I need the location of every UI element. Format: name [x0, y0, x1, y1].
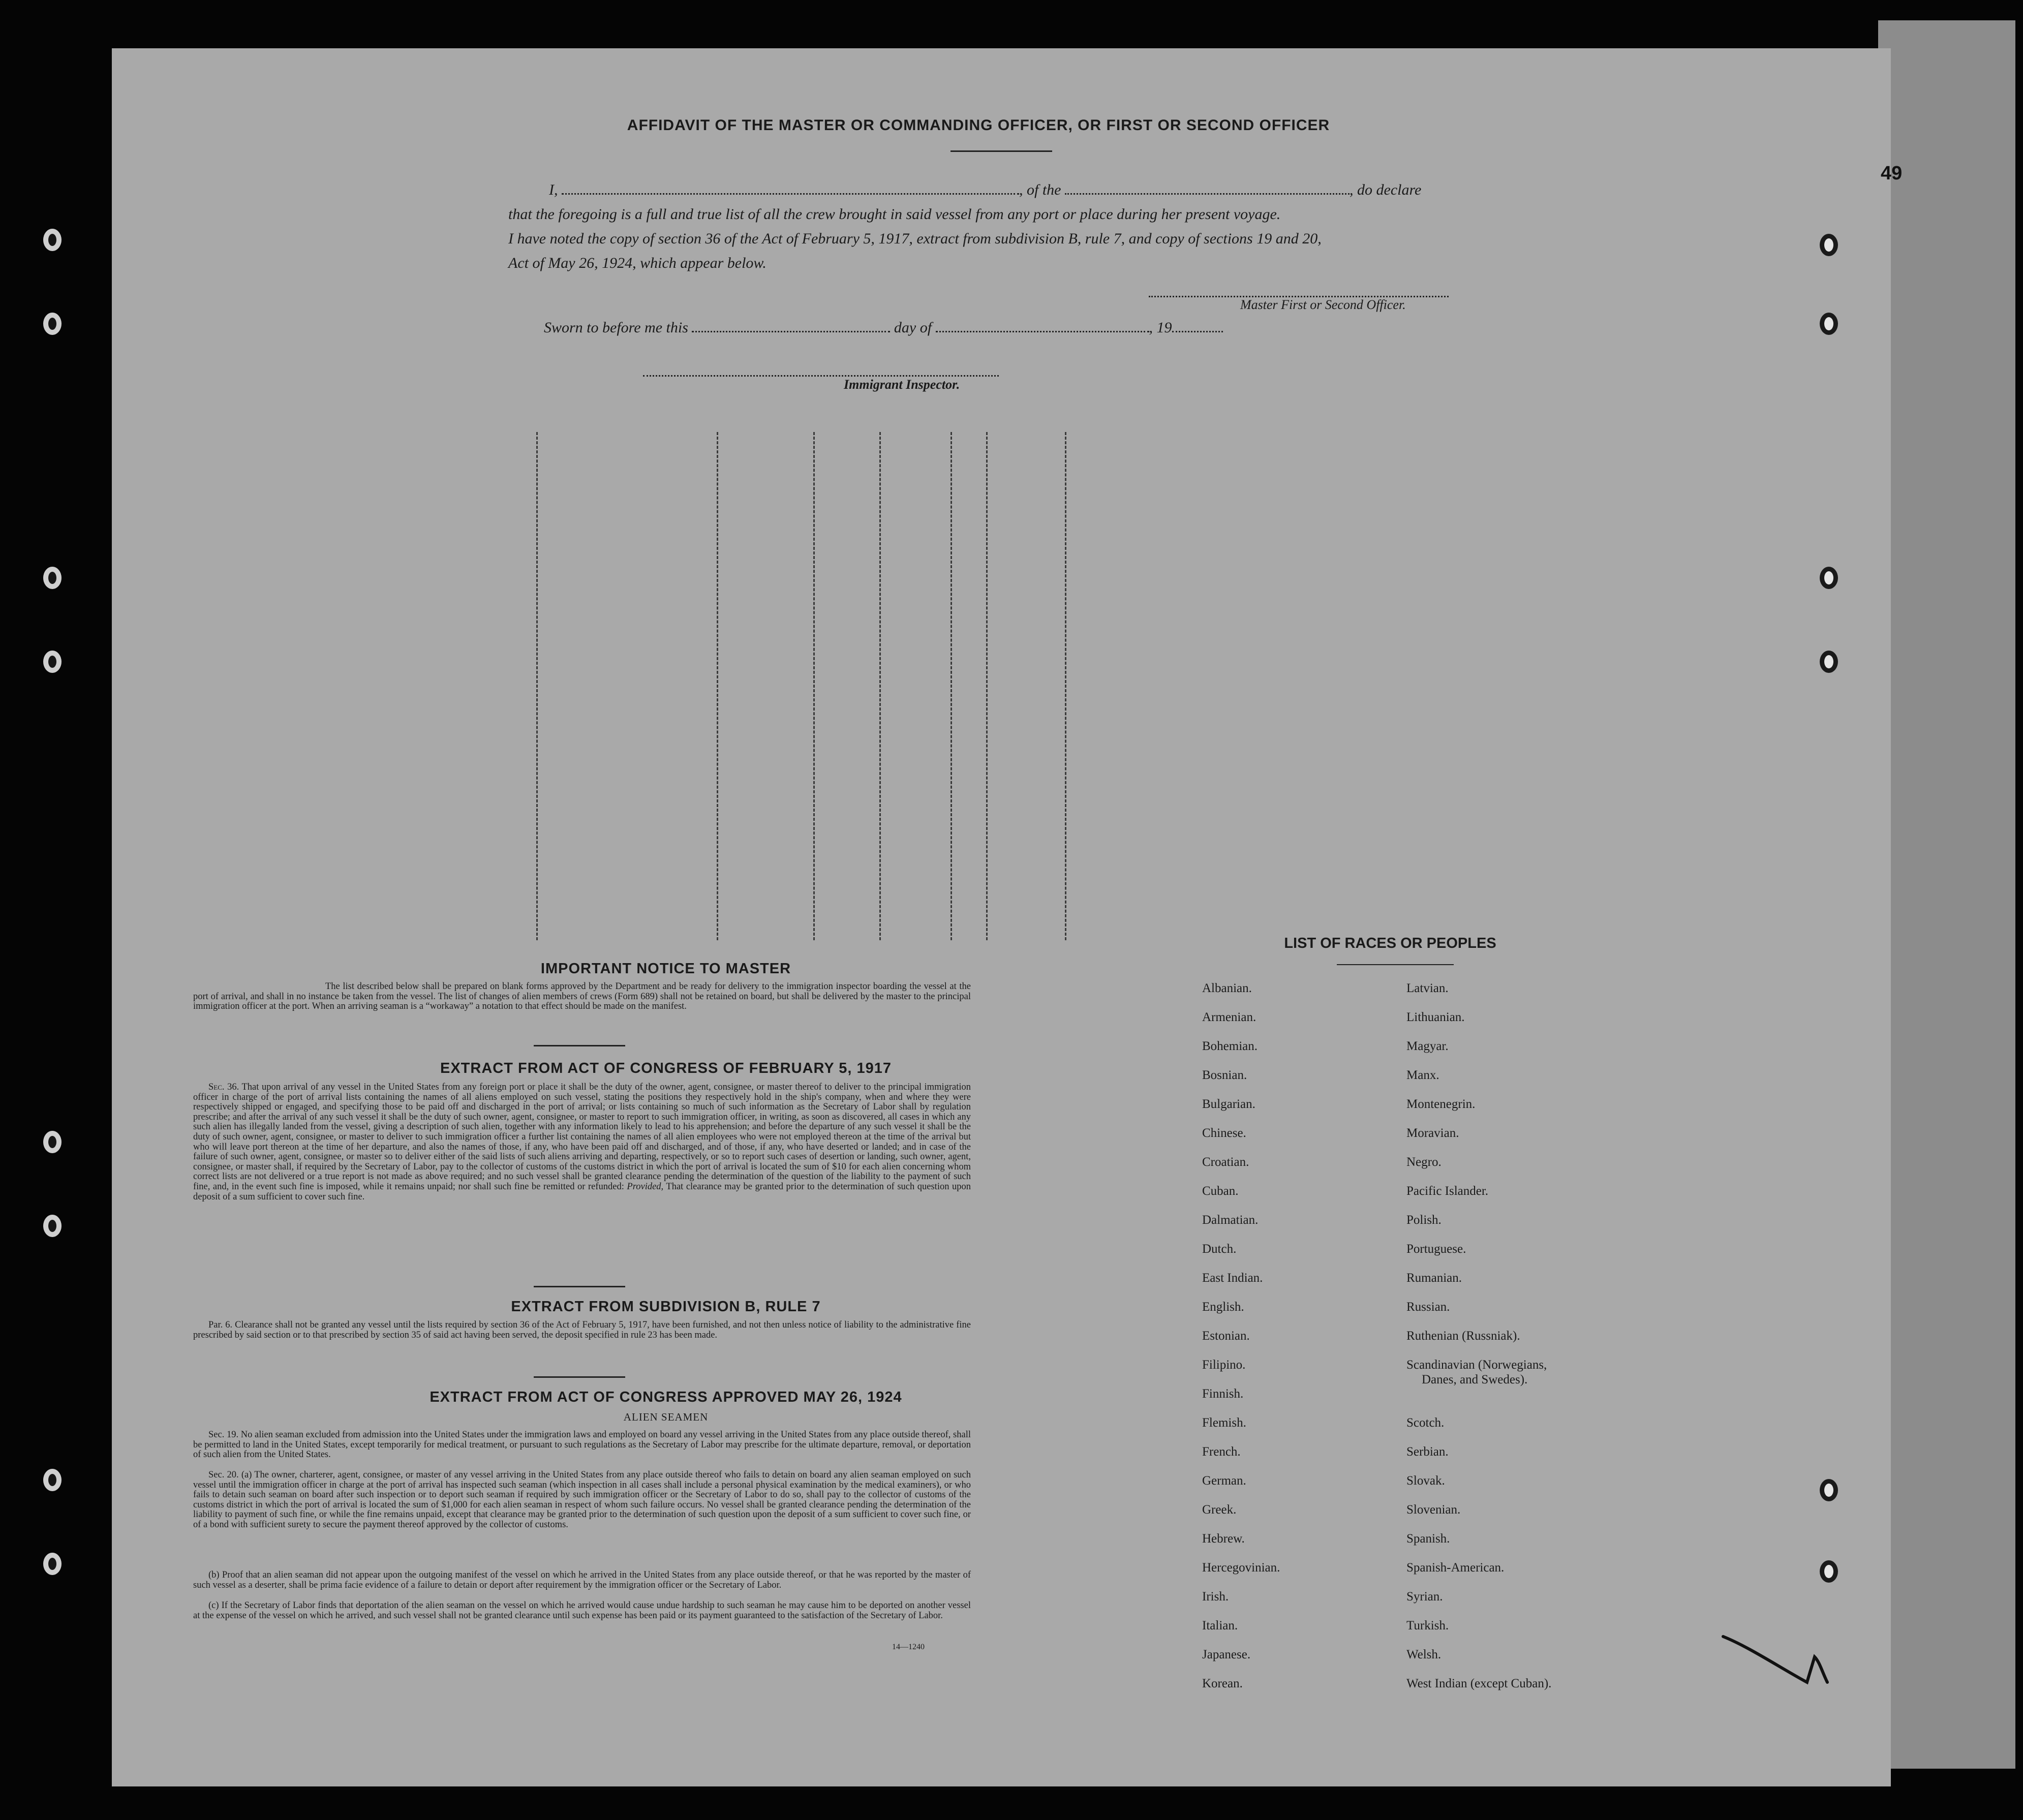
- race-item: Bulgarian.: [1202, 1097, 1255, 1111]
- race-item: Spanish-American.: [1406, 1561, 1505, 1575]
- column-line: [951, 432, 952, 940]
- binder-hole: [1820, 1479, 1838, 1501]
- race-item: Scotch.: [1406, 1416, 1445, 1430]
- race-item: Greek.: [1202, 1503, 1237, 1517]
- vessel-name-field[interactable]: [1065, 193, 1350, 195]
- sworn-label: Sworn to before me this: [544, 319, 688, 336]
- race-item: French.: [1202, 1445, 1241, 1459]
- race-item: Slovenian.: [1406, 1503, 1461, 1517]
- race-item: Russian.: [1406, 1300, 1450, 1314]
- rule-7-title: EXTRACT FROM SUBDIVISION B, RULE 7: [511, 1299, 821, 1315]
- divider: [534, 1376, 625, 1378]
- race-item: Manx.: [1406, 1068, 1439, 1082]
- race-item: Flemish.: [1202, 1416, 1246, 1430]
- divider: [951, 150, 1052, 152]
- race-item: Hebrew.: [1202, 1532, 1245, 1546]
- master-signature-label: Master First or Second Officer.: [1240, 297, 1406, 312]
- declaration-line-2: that the foregoing is a full and true list of all the crew brought in said vessel from any port or place during her present voyage.: [508, 206, 1281, 223]
- race-item: Estonian.: [1202, 1329, 1250, 1343]
- page-number: 49: [1881, 163, 1903, 184]
- binder-hole: [43, 1215, 62, 1237]
- column-line: [986, 432, 988, 940]
- race-item: Danes, and Swedes).: [1422, 1373, 1528, 1386]
- binder-hole: [43, 229, 62, 251]
- race-item: Ruthenian (Russniak).: [1406, 1329, 1520, 1343]
- act-1924-sec-20a: Sec. 20. (a) The owner, charterer, agent, consignee, or master of any vessel arriving in the United States from any place outside thereof who fails to detain on board any alien seaman employed on such vessel until the immigration officer in charge at the port of arrival has inspected such seaman (which inspection in all cases shall include a personal physical examination by the medical examiners), or who fails to detain such seaman on board after such inspection or to deport such seaman if required by such immigration officer or the Secretary of Labor to do so, shall pay to the collector of customs of the customs district in which the port of arrival is located the sum of $1,000 for each alien seaman in respect of whom such failure occurs. No vessel shall be granted clearance pending the determination of the liability to payment of such fine, or while the fine remains unpaid, except that clearance may be granted prior to the determination of such question upon the deposit of a sum sufficient to cover such fine, or of a bond with sufficient surety to secure the payment thereof approved by the collector of customs.: [193, 1470, 971, 1530]
- race-item: Rumanian.: [1406, 1271, 1462, 1285]
- races-column-1: [1202, 981, 1280, 1705]
- inspector-signature-line[interactable]: [643, 375, 999, 377]
- underlying-sheet: [1878, 20, 2015, 1769]
- binder-hole: [43, 1469, 62, 1491]
- race-item: Dalmatian.: [1202, 1213, 1259, 1227]
- day-of-label: day of: [894, 319, 932, 336]
- race-item: Serbian.: [1406, 1445, 1449, 1459]
- binder-hole: [43, 313, 62, 335]
- race-item: Magyar.: [1406, 1039, 1449, 1053]
- divider: [534, 1045, 625, 1046]
- notice-body: The list described below shall be prepared on blank forms approved by the Department and be ready for delivery to the immigration inspector boarding the vessel at the port of arrival, and shall in no instance be taken from the vessel. The list of changes of alien members of crews (Form 689) shall not be retained on board, but shall be delivered by the master to the principal immigration officer at the port. When an arriving seaman is a “workaway” a notation to that effect should be made on the manifest.: [193, 981, 971, 1012]
- act-1917-text-end: That clearance may be granted prior to the determination of such question upon deposit of a sum sufficient to cover such fine.: [193, 1181, 971, 1202]
- column-line: [536, 432, 538, 940]
- act-1917-section: Sec. 36.: [208, 1082, 239, 1092]
- binder-hole: [43, 1553, 62, 1575]
- races-column-2: [1406, 981, 1551, 1705]
- race-item: Lithuanian.: [1406, 1010, 1465, 1024]
- alien-seamen-subtitle: ALIEN SEAMEN: [623, 1411, 709, 1423]
- act-1917-title: EXTRACT FROM ACT OF CONGRESS OF FEBRUARY 5, 1917: [440, 1060, 892, 1076]
- race-item: Syrian.: [1406, 1590, 1443, 1603]
- column-line: [879, 432, 881, 940]
- race-item: Albanian.: [1202, 981, 1252, 995]
- act-1917-text: That upon arrival of any vessel in the United States from any foreign port or place it shall be the duty of the owner, agent, consignee, or master thereof to deliver to the principal immigration officer in charge of the port of arrival lists containing the names of all aliens employed on such vessel, stating the positions they respectively hold in the ship's company, when and where they were respectively shipped or engaged, and specifying those to be paid off and discharged in the port of arrival; or lists containing so much of such information as the Secretary of Labor shall by regulation prescribe; and after the arrival of any such vessel it shall be the duty of such owner, agent, consignee, or master to report to such immigration officer, in writing, as soon as discovered, all cases in which any such alien has illegally landed from the vessel, giving a description of such alien, together with any information likely to lead to his apprehension; and before the departure of any such vessel it shall be the duty of such owner, agent, consignee, or master to deliver to such immigration officer a further list containing the names of all alien employees who were not employed thereon at the time of the arrival but who will leave port thereon at the time of her departure, and also the names of those, if any, who have been paid off and discharged, and of those, if any, who have deserted or landed; and in case of the failure of such owner, agent, consignee, or master so to deliver either of the said lists of such aliens arriving and departing, respectively, or so to report such cases of desertion or landing, such owner, agent, consignee, or master shall, if required by the Secretary of Labor, pay to the collector of customs of the customs district in which the port of arrival is located the sum of $10 for each alien concerning whom correct lists are not delivered or a true report is not made as above required; and no such vessel shall be granted clearance pending the determination of the question of the liability to the payment of such fine, and, in the event such fine is imposed, while it remains unpaid; nor shall such fine be remitted or refunded:: [193, 1082, 971, 1192]
- year-label: , 19: [1149, 319, 1172, 336]
- race-item: Latvian.: [1406, 981, 1449, 995]
- inspector-signature-label: Immigrant Inspector.: [844, 377, 960, 392]
- declaration: [508, 178, 1499, 275]
- race-item: Turkish.: [1406, 1619, 1449, 1632]
- rule-7-body: Par. 6. Clearance shall not be granted any vessel until the lists required by section 36 of the Act of February 5, 1917, have been furnished, and not then unless notice of liability to the administrative fine prescribed by said section or to that prescribed by section 35 of said act having been served, the deposit specified in rule 23 has been made.: [193, 1320, 971, 1340]
- column-line: [1065, 432, 1066, 940]
- race-item: Hercegovinian.: [1202, 1561, 1280, 1575]
- divider: [1337, 964, 1454, 965]
- sworn-line: [544, 319, 1223, 336]
- race-item: Chinese.: [1202, 1126, 1246, 1140]
- act-1917-body: [193, 1083, 971, 1202]
- race-item: Negro.: [1406, 1155, 1442, 1169]
- act-1924-title: EXTRACT FROM ACT OF CONGRESS APPROVED MAY 26, 1924: [430, 1389, 902, 1405]
- binder-hole: [43, 567, 62, 589]
- declarant-prefix: I,: [549, 181, 558, 198]
- act-1917-provided: Provided,: [627, 1181, 664, 1192]
- declaration-line-4: Act of May 26, 1924, which appear below.: [508, 255, 767, 271]
- race-item: Bohemian.: [1202, 1039, 1258, 1053]
- pen-mark: [1718, 1626, 1840, 1692]
- race-item: Polish.: [1406, 1213, 1442, 1227]
- binder-hole: [43, 1131, 62, 1153]
- affidavit-title: AFFIDAVIT OF THE MASTER OR COMMANDING OFFICER, OR FIRST OR SECOND OFFICER: [627, 117, 1330, 134]
- race-item: Bosnian.: [1202, 1068, 1247, 1082]
- race-item: Moravian.: [1406, 1126, 1459, 1140]
- race-item: Dutch.: [1202, 1242, 1237, 1256]
- race-item: Spanish.: [1406, 1532, 1450, 1546]
- sworn-month-field[interactable]: [936, 331, 1149, 332]
- declarant-name-field[interactable]: [562, 193, 1019, 195]
- race-item: Scandinavian (Norwegians,: [1406, 1358, 1547, 1372]
- binder-hole: [1820, 234, 1838, 256]
- binder-hole: [1820, 651, 1838, 673]
- race-item: German.: [1202, 1474, 1246, 1488]
- binder-hole: [43, 651, 62, 673]
- race-item: Finnish.: [1202, 1387, 1244, 1401]
- race-item: East Indian.: [1202, 1271, 1263, 1285]
- race-item: Welsh.: [1406, 1648, 1442, 1661]
- race-item: Pacific Islander.: [1406, 1184, 1489, 1198]
- race-item: Filipino.: [1202, 1358, 1246, 1372]
- divider: [534, 1286, 625, 1287]
- notice-title: IMPORTANT NOTICE TO MASTER: [540, 961, 791, 977]
- binder-hole: [1820, 567, 1838, 589]
- sworn-day-field[interactable]: [692, 331, 890, 332]
- race-item: English.: [1202, 1300, 1244, 1314]
- act-1924-sec-20c: (c) If the Secretary of Labor finds that deportation of the alien seaman on the vessel on which he arrived would cause undue hardship to such seaman he may cause him to be deported on another vessel at the expense of the vessel on which he arrived, and such vessel shall not be granted clearance until such expense has been paid or its payment guaranteed to the satisfaction of the Secretary of Labor.: [193, 1600, 971, 1621]
- form-number: 14—1240: [892, 1643, 925, 1651]
- do-declare-label: , do declare: [1350, 181, 1422, 198]
- act-1924-sec-19: Sec. 19. No alien seaman excluded from admission into the United States under the immigration laws and employed on board any vessel arriving in the United States from any place outside thereof, shall be permitted to land in the United States, except temporarily for medical treatment, or pursuant to such regulations as the Secretary of Labor may prescribe for the ultimate departure, removal, or deportation of such alien from the United States.: [193, 1430, 971, 1460]
- declaration-line-1: [549, 178, 1499, 202]
- binder-hole: [1820, 313, 1838, 335]
- race-item: Armenian.: [1202, 1010, 1256, 1024]
- race-item: Slovak.: [1406, 1474, 1445, 1488]
- race-item: West Indian (except Cuban).: [1406, 1677, 1552, 1690]
- binder-hole: [1820, 1560, 1838, 1583]
- race-item: Korean.: [1202, 1677, 1243, 1690]
- column-line: [813, 432, 815, 940]
- race-item: Irish.: [1202, 1590, 1229, 1603]
- race-item: Croatian.: [1202, 1155, 1249, 1169]
- act-1924-sec-20b: (b) Proof that an alien seaman did not appear upon the outgoing manifest of the vessel on which he arrived in the United States from any place outside thereof, or that he was reported by the master of such vessel as a deserter, shall be prima facie evidence of a failure to detain or deport after requirement by the immigration officer or the Secretary of Labor.: [193, 1570, 971, 1590]
- sworn-year-field[interactable]: [1172, 331, 1223, 332]
- race-item: Montenegrin.: [1406, 1097, 1476, 1111]
- race-item: Cuban.: [1202, 1184, 1239, 1198]
- races-title: LIST OF RACES OR PEOPLES: [1284, 935, 1496, 951]
- declaration-line-3: I have noted the copy of section 36 of the Act of February 5, 1917, extract from subdivision B, rule 7, and copy of sections 19 and 20,: [508, 230, 1322, 247]
- of-the-label: , of the: [1019, 181, 1061, 198]
- race-item: Japanese.: [1202, 1648, 1251, 1661]
- race-item: Portuguese.: [1406, 1242, 1466, 1256]
- race-item: Italian.: [1202, 1619, 1238, 1632]
- column-line: [717, 432, 718, 940]
